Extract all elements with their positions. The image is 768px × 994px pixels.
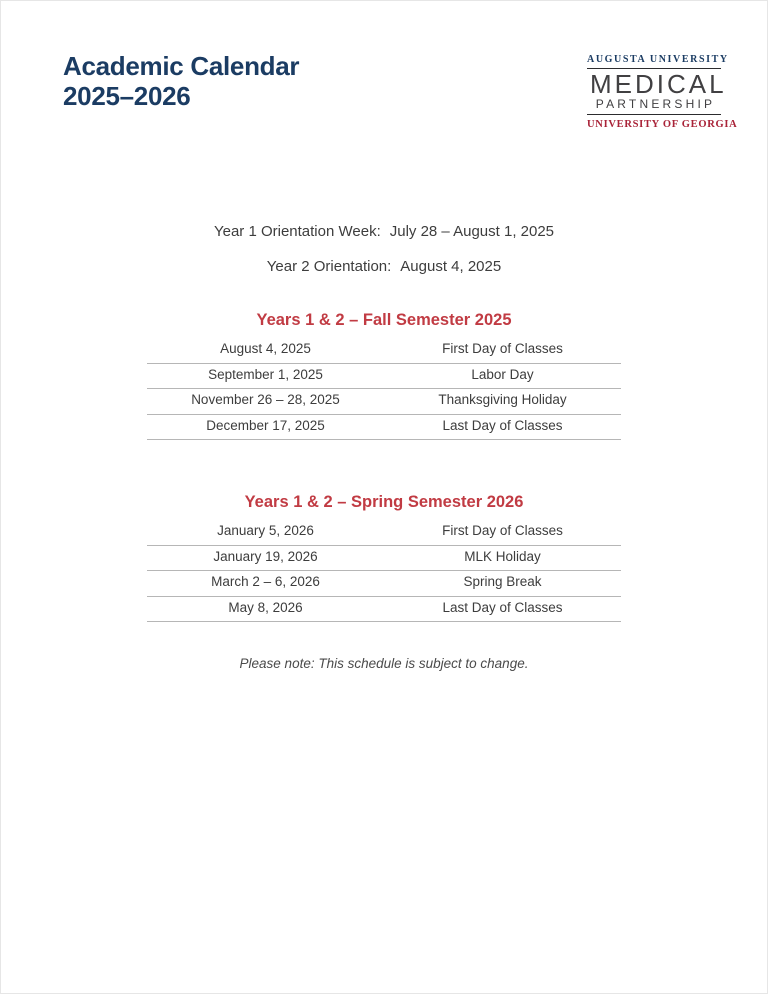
event-cell: Last Day of Classes xyxy=(442,599,563,615)
title-line-1: Academic Calendar xyxy=(63,51,300,81)
fall-semester-section xyxy=(1,310,767,440)
table-row xyxy=(147,415,621,441)
date-cell: November 26 – 28, 2025 xyxy=(191,392,340,408)
header xyxy=(1,1,767,130)
event-cell: First Day of Classes xyxy=(442,523,563,539)
date-cell: January 19, 2026 xyxy=(213,548,318,564)
table-row xyxy=(147,546,621,572)
event-cell: Spring Break xyxy=(463,574,542,590)
schedule-note: Please note: This schedule is subject to change. xyxy=(239,656,529,671)
orientation-line-year1 xyxy=(1,214,767,249)
orientation-year1-dates: July 28 – August 1, 2025 xyxy=(389,223,555,240)
table-row xyxy=(147,338,621,364)
table-row xyxy=(147,389,621,415)
orientation-year2-label: Year 2 Orientation: xyxy=(266,258,392,275)
event-cell: MLK Holiday xyxy=(464,548,541,564)
date-cell: January 5, 2026 xyxy=(217,523,314,539)
logo-partnership-text: PARTNERSHIP xyxy=(595,97,716,111)
logo-augusta-university-text: AUGUSTA UNIVERSITY xyxy=(587,54,729,65)
spring-semester-heading: Years 1 & 2 – Spring Semester 2026 xyxy=(244,493,524,511)
table-row xyxy=(147,520,621,546)
spring-semester-table xyxy=(147,520,621,622)
orientation-year1-label: Year 1 Orientation Week: xyxy=(213,223,381,240)
fall-semester-table xyxy=(147,338,621,440)
date-cell: August 4, 2025 xyxy=(220,341,311,357)
date-cell: May 8, 2026 xyxy=(228,599,303,615)
medical-partnership-logo xyxy=(587,54,738,130)
table-row xyxy=(147,571,621,597)
spring-semester-section xyxy=(1,492,767,622)
event-cell: Labor Day xyxy=(471,366,534,382)
event-cell: First Day of Classes xyxy=(442,341,563,357)
date-cell: March 2 – 6, 2026 xyxy=(211,574,320,590)
orientation-year2-dates: August 4, 2025 xyxy=(400,258,502,275)
logo-university-of-georgia-text: UNIVERSITY OF GEORGIA xyxy=(587,119,738,130)
date-cell: September 1, 2025 xyxy=(208,366,323,382)
title-line-2: 2025–2026 xyxy=(63,81,191,111)
table-row xyxy=(147,597,621,623)
date-cell: December 17, 2025 xyxy=(206,417,325,433)
orientation-line-year2 xyxy=(1,249,767,284)
fall-semester-heading: Years 1 & 2 – Fall Semester 2025 xyxy=(256,311,512,329)
logo-divider-bottom xyxy=(587,114,721,115)
logo-medical-text: MEDICAL xyxy=(590,69,727,99)
event-cell: Thanksgiving Holiday xyxy=(438,392,567,408)
event-cell: Last Day of Classes xyxy=(442,417,563,433)
orientation-section xyxy=(1,214,767,284)
table-row xyxy=(147,364,621,390)
page-title xyxy=(63,51,299,111)
